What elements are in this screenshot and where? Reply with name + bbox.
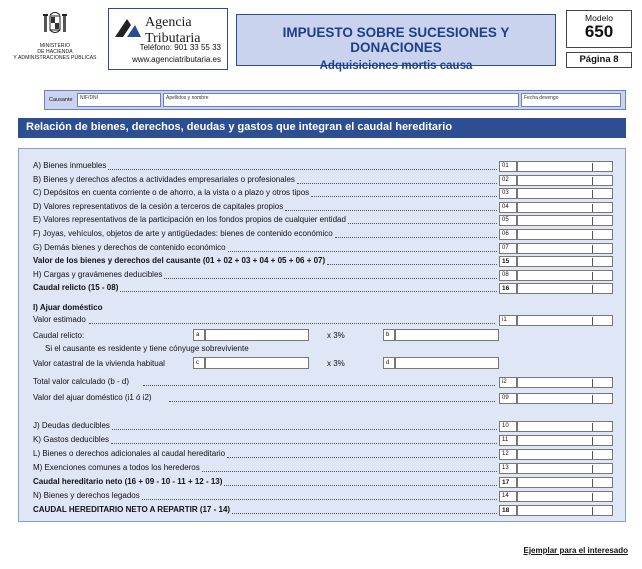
code-06: 06	[499, 229, 517, 240]
value-field-18[interactable]	[517, 505, 613, 516]
valor-ajuar-label: Valor del ajuar doméstico (i1 ó i2)	[33, 393, 152, 402]
value-field-05[interactable]	[517, 215, 613, 226]
name-field[interactable]: Apellidos y nombre	[163, 93, 519, 107]
row-label-10: J) Deudas deducibles	[33, 421, 110, 430]
row-label-05: E) Valores representativos de la participación en los fondos propios de cualquier entidad	[33, 215, 346, 225]
decimal-separator-tick	[592, 423, 593, 431]
leader-dots	[120, 291, 497, 292]
section-title: Relación de bienes, derechos, deudas y gastos que integran el caudal hereditario	[18, 118, 626, 138]
row-label-07: G) Demás bienes y derechos de contenido económico	[33, 242, 226, 252]
box-b-field[interactable]	[395, 329, 499, 341]
ministry-line3: Y ADMINISTRACIONES PÚBLICAS	[13, 55, 97, 61]
agency-name: Agencia Tributaria	[145, 15, 201, 46]
leader-dots	[327, 264, 497, 265]
code-07: 07	[499, 243, 517, 254]
row-label-13: M) Exenciones comunes a todos los herederos	[33, 463, 200, 472]
value-field-i1[interactable]	[517, 315, 613, 326]
row-label-16: Caudal relicto (15 - 08)	[33, 283, 119, 293]
decimal-separator-tick	[592, 437, 593, 445]
ministry-line2: DE HACIENDA	[37, 49, 73, 55]
leader-dots	[202, 471, 497, 472]
code-i1: i1	[499, 315, 517, 326]
leader-dots	[335, 237, 497, 238]
leader-dots	[142, 499, 497, 500]
leader-dots	[348, 223, 497, 224]
times-3-label: x 3%	[327, 331, 345, 340]
code-08: 08	[499, 270, 517, 281]
decimal-separator-tick	[592, 451, 593, 459]
box-d-letter: d	[383, 357, 395, 369]
decimal-separator-tick	[592, 204, 593, 212]
valor-estimado-label: Valor estimado	[33, 315, 86, 324]
agency-logo-icon	[113, 15, 143, 41]
row-label-03: C) Depósitos en cuenta corriente o de ahorro, a la vista o a plazo y otros tipos	[33, 188, 310, 198]
form-title-box	[236, 14, 556, 72]
box-a-letter: a	[193, 329, 205, 341]
value-field-14[interactable]	[517, 491, 613, 502]
code-16: 16	[499, 283, 517, 294]
form-panel	[18, 148, 626, 522]
decimal-separator-tick	[592, 177, 593, 185]
modelo-box	[566, 10, 632, 48]
value-field-16[interactable]	[517, 283, 613, 294]
leader-dots	[224, 485, 497, 486]
code-02: 02	[499, 175, 517, 186]
leader-dots	[227, 457, 497, 458]
agency-web: www.agenciatributaria.es	[132, 55, 221, 64]
leader-dots	[112, 429, 497, 430]
row-label-17: Caudal hereditario neto (16 + 09 - 10 - 11 + 12 - 13)	[33, 477, 223, 486]
modelo-label: Modelo	[585, 13, 613, 23]
decimal-separator-tick	[592, 507, 593, 515]
row-label-02: B) Bienes y derechos afectos a actividades empresariales o profesionales	[33, 174, 295, 184]
value-field-i2[interactable]	[517, 377, 613, 388]
value-field-17[interactable]	[517, 477, 613, 488]
leader-dots	[169, 401, 495, 402]
ministry-logo	[6, 10, 104, 61]
row-label-08: H) Cargas y gravámenes deducibles	[33, 269, 163, 279]
value-field-15[interactable]	[517, 256, 613, 267]
row-label-14: N) Bienes y derechos legados	[33, 491, 140, 500]
leader-dots	[164, 278, 497, 279]
form-subtitle: Adquisiciones mortis causa	[319, 60, 473, 72]
box-b-letter: b	[383, 329, 395, 341]
catastral-label: Valor catastral de la vivienda habitual	[33, 359, 165, 368]
times-3-label-2: x 3%	[327, 359, 345, 368]
code-18: 18	[499, 505, 517, 516]
row-label-11: K) Gastos deducibles	[33, 435, 110, 444]
value-field-07[interactable]	[517, 243, 613, 254]
decimal-separator-tick	[592, 285, 593, 293]
page-number: Página 8	[566, 52, 632, 68]
value-field-10[interactable]	[517, 421, 613, 432]
value-field-08[interactable]	[517, 270, 613, 281]
code-15: 15	[499, 256, 517, 267]
decimal-separator-tick	[592, 217, 593, 225]
value-field-09[interactable]	[517, 393, 613, 404]
value-field-03[interactable]	[517, 188, 613, 199]
date-field[interactable]: Fecha devengo	[521, 93, 621, 107]
leader-dots	[89, 323, 495, 324]
agency-box	[108, 8, 228, 70]
code-05: 05	[499, 215, 517, 226]
decimal-separator-tick	[592, 258, 593, 266]
code-01: 01	[499, 161, 517, 172]
value-field-04[interactable]	[517, 202, 613, 213]
row-label-06: F) Joyas, vehículos, objetos de arte y antigüedades: bienes de contenido económico	[33, 229, 333, 238]
box-d-field[interactable]	[395, 357, 499, 369]
decimal-separator-tick	[592, 190, 593, 198]
row-label-18: CAUDAL HEREDITARIO NETO A REPARTIR (17 - 14)	[33, 505, 231, 514]
value-field-12[interactable]	[517, 449, 613, 460]
leader-dots	[228, 251, 497, 252]
leader-dots	[143, 385, 495, 386]
form-title: IMPUESTO SOBRE SUCESIONES Y DONACIONES	[282, 25, 510, 55]
decimal-separator-tick	[592, 465, 593, 473]
ajuar-title: I) Ajuar doméstico	[33, 303, 103, 312]
value-field-01[interactable]	[517, 161, 613, 172]
row-label-04: D) Valores representativos de la cesión a terceros de capitales propios	[33, 201, 284, 211]
code-10: 10	[499, 421, 517, 432]
code-12: 12	[499, 449, 517, 460]
leader-dots	[297, 183, 497, 184]
value-field-11[interactable]	[517, 435, 613, 446]
decimal-separator-tick	[592, 231, 593, 239]
caudal-relicto-label: Caudal relicto:	[33, 331, 85, 340]
leader-dots	[108, 169, 497, 170]
code-i2: i2	[499, 377, 517, 388]
nif-field[interactable]: NIF/DNI	[77, 93, 161, 107]
leader-dots	[232, 513, 497, 514]
decimal-separator-tick	[592, 272, 593, 280]
box-c-letter: c	[193, 357, 205, 369]
value-field-02[interactable]	[517, 175, 613, 186]
code-04: 04	[499, 202, 517, 213]
value-field-06[interactable]	[517, 229, 613, 240]
value-field-13[interactable]	[517, 463, 613, 474]
conyuge-note: Si el causante es residente y tiene cónyuge sobreviviente	[45, 344, 249, 353]
row-label-15: Valor de los bienes y derechos del causante (01 + 02 + 03 + 04 + 05 + 06 + 07)	[33, 256, 326, 266]
code-03: 03	[499, 188, 517, 199]
code-17: 17	[499, 477, 517, 488]
leader-dots	[111, 443, 497, 444]
decimal-separator-tick	[592, 245, 593, 253]
row-label-01: A) Bienes inmuebles	[33, 161, 107, 170]
footer-copy-label: Ejemplar para el interesado	[523, 546, 628, 555]
causante-strip	[44, 90, 626, 110]
box-c-field[interactable]	[205, 357, 309, 369]
modelo-number: 650	[584, 22, 614, 41]
code-13: 13	[499, 463, 517, 474]
leader-dots	[311, 196, 497, 197]
code-14: 14	[499, 491, 517, 502]
agency-phone: Teléfono: 901 33 55 33	[139, 43, 221, 52]
ministry-line1: MINISTERIO	[39, 43, 71, 49]
decimal-separator-tick	[592, 493, 593, 501]
total-calculado-label: Total valor calculado (b - d)	[33, 377, 130, 386]
leader-dots	[285, 210, 497, 211]
decimal-separator-tick	[592, 163, 593, 171]
code-11: 11	[499, 435, 517, 446]
row-label-12: L) Bienes o derechos adicionales al caudal hereditario	[33, 449, 226, 458]
decimal-separator-tick	[592, 479, 593, 487]
code-09: 09	[499, 393, 517, 404]
box-a-field[interactable]	[205, 329, 309, 341]
coat-of-arms-icon	[40, 10, 70, 36]
causante-label: Causante	[49, 97, 73, 103]
